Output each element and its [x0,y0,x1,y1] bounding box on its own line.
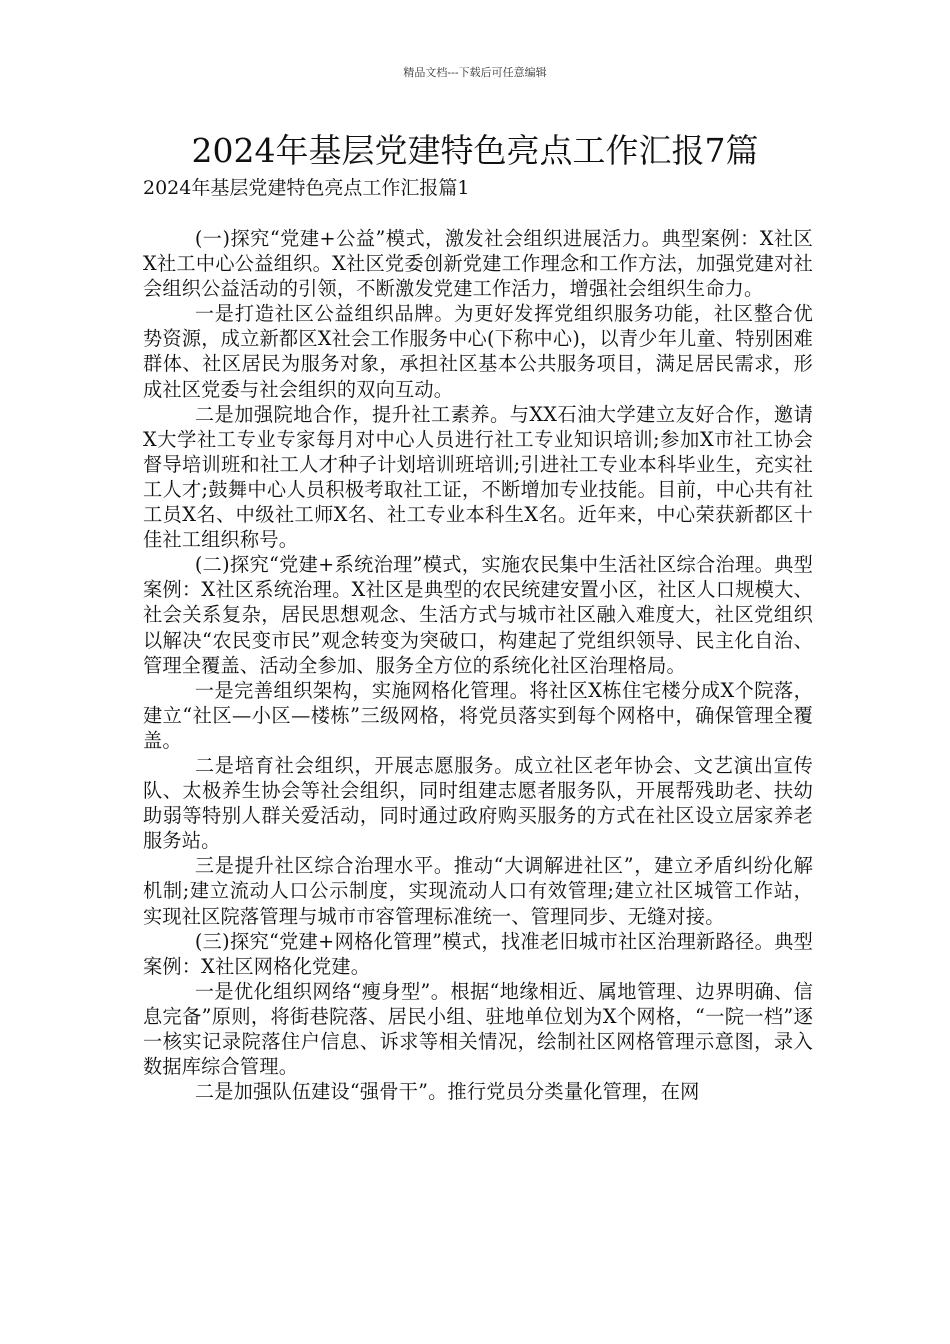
paragraph: (一)探究“党建+公益”模式，激发社会组织进展活力。典型案例：X社区X社工中心公益组织。X社区党委创新党建工作理念和工作方法，加强党建对社会组织公益活动的引领，不断激发党建工作活力，增强社会组织生命力。 [143,227,813,301]
body-text [143,226,813,1104]
header-note: 精品文档---下载后可任意编辑 [403,66,547,79]
paragraph: 一是完善组织架构，实施网格化管理。将社区X栋住宅楼分成X个院落，建立“社区—小区—楼栋”三级网格，将党员落实到每个网格中，确保管理全覆盖。 [143,678,813,752]
paragraph: (三)探究“党建+网格化管理”模式，找准老旧城市社区治理新路径。典型案例：X社区网格化党建。 [143,929,813,978]
paragraph: 一是优化组织网络“瘦身型”。根据“地缘相近、属地管理、边界明确、信息完备”原则，将街巷院落、居民小组、驻地单位划为X个网格，“一院一档”逐一核实记录院落住户信息、诉求等相关情况，绘制社区网格管理示意图，录入数据库综合管理。 [143,979,813,1079]
document-title: 2024年基层党建特色亮点工作汇报7篇 [191,131,759,170]
paragraph: 二是培育社会组织，开展志愿服务。成立社区老年协会、文艺演出宣传队、太极养生协会等社会组织，同时组建志愿者服务队，开展帮残助老、扶幼助弱等特别人群关爱活动，同时通过政府购买服务的方式在社区设立居家养老服务站。 [143,753,813,853]
paragraph: (二)探究“党建+系统治理”模式，实施农民集中生活社区综合治理。典型案例：X社区系统治理。X社区是典型的农民统建安置小区，社区人口规模大、社会关系复杂，居民思想观念、生活方式与城市社区融入难度大，社区党组织以解决“农民变市民”观念转变为突破口，构建起了党组织领导、民主化自治、管理全覆盖、活动全参加、服务全方位的系统化社区治理格局。 [143,553,813,677]
paragraph: 一是打造社区公益组织品牌。为更好发挥党组织服务功能，社区整合优势资源，成立新都区X社会工作服务中心(下称中心)，以青少年儿童、特别困难群体、社区居民为服务对象，承担社区基本公共服务项目，满足居民需求，形成社区党委与社会组织的双向互动。 [143,302,813,401]
paragraph: 三是提升社区综合治理水平。推动“大调解进社区”，建立矛盾纠纷化解机制;建立流动人口公示制度，实现流动人口有效管理;建立社区城管工作站，实现社区院落管理与城市市容管理标准统一、管理同步、无缝对接。 [143,854,813,928]
section-subtitle: 2024年基层党建特色亮点工作汇报篇1 [143,177,470,199]
paragraph: 二是加强院地合作，提升社工素养。与XX石油大学建立友好合作，邀请X大学社工专业专家每月对中心人员进行社工专业知识培训;参加X市社工协会督导培训班和社工人才种子计划培训班培训;引进社工专业本科毕业生，充实社工人才;鼓舞中心人员积极考取社工证，不断增加专业技能。目前，中心共有社工员X名、中级社工师X名、社工专业本科生X名。近年来，中心荣获新都区十佳社工组织称号。 [143,402,813,552]
paragraph: 二是加强队伍建设“强骨干”。推行党员分类量化管理，在网 [194,1080,700,1104]
